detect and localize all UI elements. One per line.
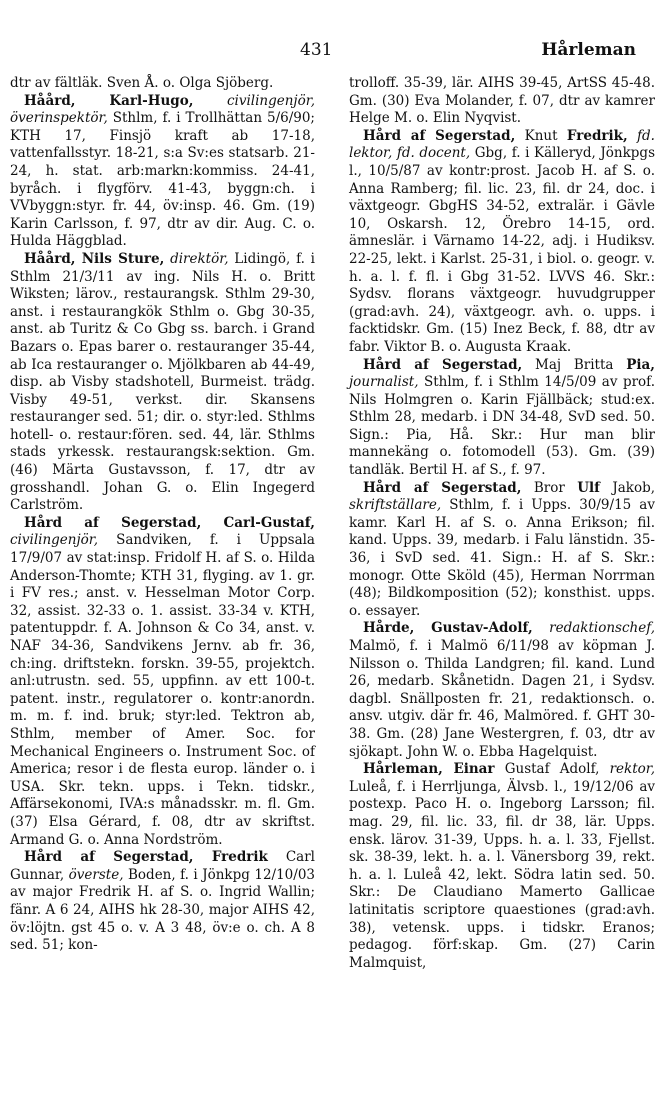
entry: [10, 515, 315, 849]
running-head: Hårleman: [541, 40, 636, 60]
entry: [10, 251, 315, 515]
entry-continuation: [349, 75, 655, 128]
entry-given-names: Knut: [524, 127, 558, 144]
entry-given-names-2: Jakob,: [612, 479, 656, 496]
entry-text: dtr av fältläk. Sven Å. o. Olga Sjöberg.: [10, 75, 274, 91]
entry: [10, 849, 315, 955]
entry-title: fd. lektor, fd. docent,: [349, 127, 655, 162]
entry-continuation: [10, 75, 315, 93]
entry-text: Sthlm, f. i Sthlm 14/5/09 av prof. Nils Holmgren o. Karin Fjällbäck; stud:ex. Sthlm 28, medarb. i DN 34-48, SvD sed. 50. Sign.: Pia, Hå. Skr.: Hur man blir mannekäng o. fotomodell (53). Gm. (39) tandläk. Bertil H. af S., f. 97.: [349, 374, 655, 479]
entry: [349, 357, 655, 480]
entry-title: redaktionschef,: [549, 620, 655, 637]
entry: [10, 93, 315, 251]
entry-text: Sandviken, f. i Uppsala 17/9/07 av stat:insp. Fridolf H. af S. o. Hilda Anderson-Thomte; KTH 31, flyging. av 1. gr. i FV res.; anst. v. Hesselman Motor Corp. 32, assist. 32-33 o. 1. assist. 33-34 v. KTH, patentuppdr. f. A. Johnson & Co 34, anst. v. NAF 34-36, Sandvikens Jernv. ab fr. 36, ch:ing. driftstekn. forskn. 39-55, projektch. anl:utrustn. sed. 55, uppfinn. av ett 100-t. patent. instr., regulatorer o. kontr:anordn. m. m. f. ind. bruk; styr:led. Tektron ab, Sthlm, member of Amer. Soc. for Mechanical Engineers o. Instrument Soc. of America; resor i de flesta europ. länder o. i USA. Skr. tekn. upps. i Tekn. tidskr., Affärsekonomi, IVA:s månadsskr. m. fl. Gm. (37) Elsa Gérard, f. 08, dtr av skriftst. Armand G. o. Anna Nordström.: [10, 532, 315, 848]
entry-text: Gbg, f. i Källeryd, Jönkpgs l., 10/5/87 av kontr:prost. Jacob H. af S. o. Anna Ramberg; fil. lic. 23, fil. dr 24, doc. i växtgeogr. GbgHS 34-52, extralär. i Gävle 10, Oskarsh. 12, Örebro 14-15, ord. ämneslär. i Värnamo 14-22, adj. i Hudiksv. 22-25, lekt. i Karlst. 25-31, i biol. o. geogr. v. h. a. l. f. fl. i Gbg 31-52. LVVS 46. Skr.: Sydsv. florans växtgeogr. huvudgrupper (grad:avh. 24), växtgeogr. avh. o. upps. i facktidskr. Gm. (15) Inez Beck, f. 88, dtr av fabr. Viktor B. o. Augusta Kraak.: [349, 145, 656, 355]
page-number: 431: [300, 40, 333, 60]
entry-given-names: Maj Britta: [535, 356, 614, 373]
entry: [349, 761, 655, 972]
entry-headword: Hård af Segerstad,: [363, 356, 523, 373]
page-header: [0, 40, 672, 64]
entry-headword: Hård af Segerstad, Carl-Gustaf,: [24, 514, 315, 531]
entry-text: Sthlm, f. i Upps. 30/9/15 av kamr. Karl H. af S. o. Anna Erikson; fil. kand. Upps. 39, medarb. i Falu länstidn. 35-36, i SvD sed. 41. Sign.: H. af S. Skr.: monogr. Otte Sköld (45), Herman Norrman (48); Bildkomposition (52); konsthist. upps. o. essayer.: [349, 497, 655, 619]
entry-text: trolloff. 35-39, lär. AIHS 39-45, ArtSS 45-48. Gm. (30) Eva Molander, f. 07, dtr av kamrer Helge M. o. Elin Nyqvist.: [349, 75, 655, 127]
entry-title: civilingenjör,: [10, 532, 99, 549]
entry-headword: Håård, Nils Sture,: [24, 250, 165, 267]
entry-title: civilingenjör, överinspektör,: [10, 92, 315, 127]
entry-text: Boden, f. i Jönkpg 12/10/03 av major Fredrik H. af S. o. Ingrid Wallin; fänr. A 6 24, AIHS hk 28-30, major AIHS 42, öv:löjtn. gst 45 o. v. A 3 48, öv:e o. ch. A 8 sed. 51; kon-: [10, 866, 316, 954]
entry-title: skriftställare,: [349, 497, 442, 514]
entry-headword: Hård af Segerstad, Fredrik: [24, 849, 268, 866]
entry-headword: Hårleman, Einar: [363, 761, 495, 778]
entry: [349, 128, 655, 357]
right-column: [349, 75, 655, 972]
entry-given-names: Gustaf Adolf,: [504, 761, 600, 778]
entry-title: direktör,: [170, 250, 229, 267]
entry-headword-call-name: Pia,: [626, 356, 655, 373]
entry-given-names: Bror: [533, 479, 565, 496]
entry-headword: Hård af Segerstad,: [363, 127, 516, 144]
entry-text: Sthlm, f. i Trollhättan 5/6/90; KTH 17, Finsjö kraft ab 17-18, vattenfallsstyr. 18-21, s:a Sv:es statsarb. 21-24, h. stat. arb:markn:kommiss. 24-41, byråch. i flygförv. 41-43, byggn:ch. i VVbyggn:styr. fr. 44, öv:insp. 46. Gm. (19) Karin Carlsson, f. 97, dtr av dir. Aug. C. o. Hulda Häggblad.: [10, 110, 315, 250]
entry: [349, 620, 655, 761]
entry-text: Malmö, f. i Malmö 6/11/98 av köpman J. Nilsson o. Thilda Landgren; fil. kand. Lund 26, medarb. Skånetidn. Dagen 21, i Sydsv. dagbl. Snällposten fr. 21, redaktionsch. o. ansv. utgiv. där fr. 46, Malmöred. f. GHT 30-38. Gm. (28) Jane Westergren, f. 03, dtr av sjökapt. John W. o. Ebba Hagelquist.: [349, 638, 655, 760]
entry-headword: Hård af Segerstad,: [363, 479, 522, 496]
entry-headword: Håård, Karl-Hugo,: [24, 92, 194, 109]
entry-title: rektor,: [609, 761, 656, 778]
entry: [349, 480, 655, 621]
left-column: [10, 75, 315, 955]
entry-headword-call-name: Ulf: [577, 479, 600, 496]
entry-headword: Hårde, Gustav-Adolf,: [363, 620, 533, 637]
entry-text: Lidingö, f. i Sthlm 21/3/11 av ing. Nils H. o. Britt Wiksten; lärov., restaurangsk. Sthlm 29-30, anst. i restaurangkök Sthlm o. Gbg 30-35, anst. ab Turitz & Co Gbg ss. barch. i Grand Bazars o. Epas barer o. restauranger 35-44, ab Ica restauranger o. Mjölkbaren ab 44-49, disp. ab Visby stadshotell, Burmeist. trädg. Visby 49-51, verkst. dir. Skansens restauranger sed. 51; dir. o. styr:led. Sthlms hotell- o. restaur:fören. sed. 44, lär. Sthlms stads yrkessk. restaurangsk:sektion. Gm. (46) Märta Gustavsson, f. 17, dtr av grosshandl. Johan G. o. Elin Ingegerd Carlström.: [10, 250, 315, 514]
entry-title: överste,: [68, 866, 124, 883]
entry-given-names: Carl Gunnar,: [10, 849, 315, 883]
entry-title: journalist,: [349, 374, 419, 391]
entry-headword-call-name: Fredrik,: [566, 127, 628, 144]
entry-text: Luleå, f. i Herrljunga, Älvsb. l., 19/12/06 av postexp. Paco H. o. Ingeborg Larsson; fil. mag. 29, fil. lic. 33, fil. dr 38, lär. Upps. ensk. lärov. 31-39, Upps. h. a. l. 33, Fjellst. sk. 38-39, lekt. h. a. l. Vänersborg 39, rekt. h. a. l. Luleå 42, lekt. Södra latin sed. 50. Skr.: De Claudiano Mamerto Gallicae latinitatis scriptore quaestiones (grad:avh. 38), vetensk. upps. i tidskr. Eranos; pedagog. förf:skap. Gm. (27) Carin Malmquist,: [349, 778, 655, 971]
